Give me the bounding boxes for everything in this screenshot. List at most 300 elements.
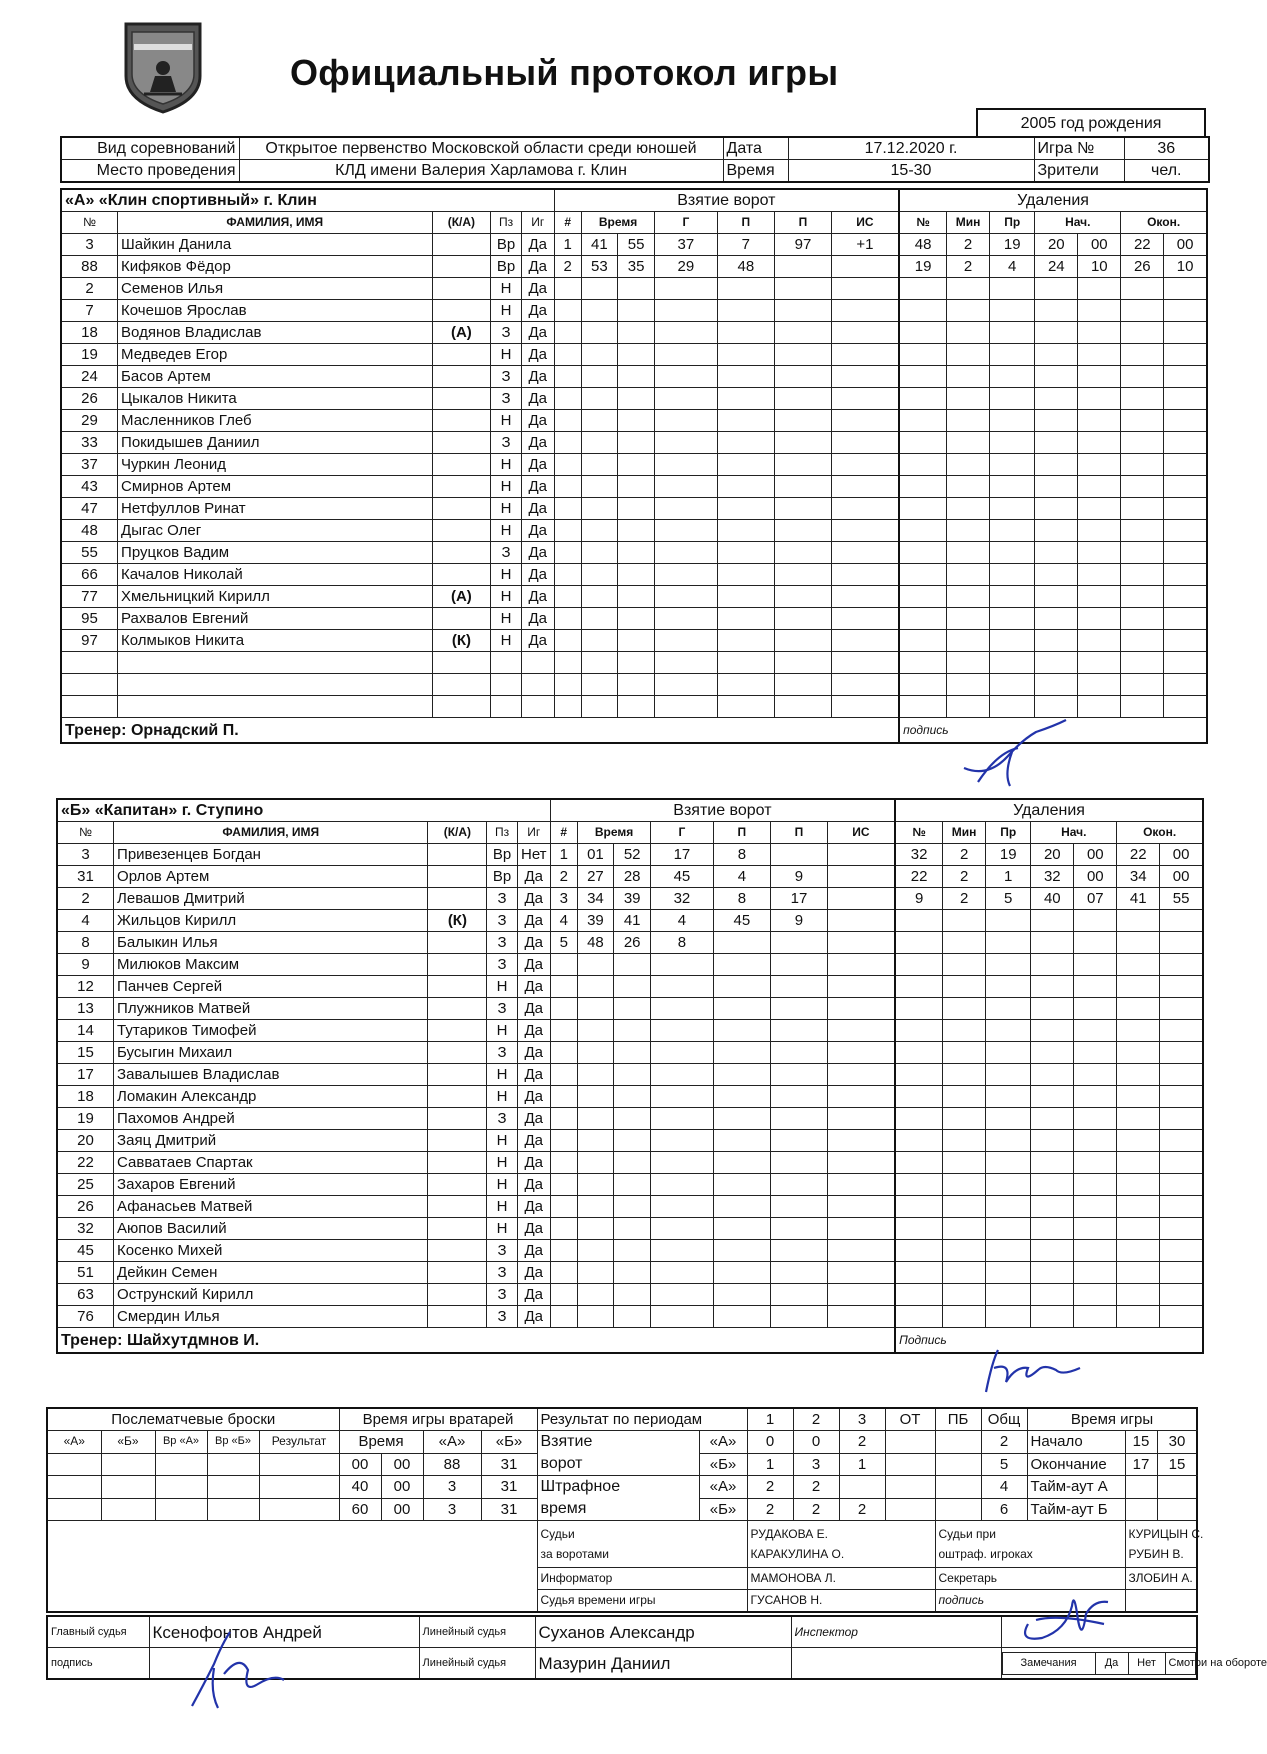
player-number: 13	[57, 998, 114, 1020]
player-name: Смирнов Артем	[118, 476, 432, 498]
penalty-end-sec	[1160, 1108, 1203, 1130]
period-cell	[935, 1453, 981, 1476]
timeout-a-label: Тайм-аут А	[1027, 1476, 1125, 1499]
penalty-start-min	[1031, 1262, 1074, 1284]
penalty-reason	[990, 300, 1035, 322]
player-role	[432, 498, 491, 520]
goal-scorer: 45	[651, 866, 713, 888]
team-title: «Б» «Капитан» г. Ступино	[57, 799, 550, 822]
player-name: Савватаев Спартак	[114, 1152, 428, 1174]
goal-assist-2	[771, 976, 828, 998]
penalty-end-min	[1117, 1196, 1160, 1218]
penalty-player	[895, 1306, 943, 1328]
player-position	[491, 652, 522, 674]
team-b-section	[56, 798, 1204, 1354]
goal-scorer: 4	[651, 910, 713, 932]
goal-second: 26	[614, 932, 651, 954]
col-goal-situation: ИС	[827, 822, 895, 844]
player-played: Да	[521, 366, 554, 388]
goal-minute	[581, 696, 617, 718]
player-role	[432, 476, 491, 498]
player-position: З	[487, 1306, 518, 1328]
penalty-end-sec: 55	[1160, 888, 1203, 910]
goal-assist-2: 17	[771, 888, 828, 910]
penalty-end-sec	[1164, 652, 1207, 674]
player-position: Н	[487, 1196, 518, 1218]
player-number: 25	[57, 1174, 114, 1196]
penalty-start-sec	[1074, 1196, 1117, 1218]
penalty-end-sec	[1160, 998, 1203, 1020]
goal-assist-1	[713, 1130, 771, 1152]
competition-label: Вид соревнований	[61, 137, 239, 160]
period-cell	[935, 1476, 981, 1499]
game-number: 36	[1124, 137, 1209, 160]
penalty-start-sec	[1078, 366, 1121, 388]
player-position: Н	[487, 1020, 518, 1042]
penalty-start-sec: 07	[1074, 888, 1117, 910]
player-role	[432, 542, 491, 564]
remarks-no[interactable]: Нет	[1128, 1652, 1165, 1674]
penalty-start-sec	[1078, 652, 1121, 674]
penalty-start-min	[1035, 542, 1078, 564]
goal-minute	[577, 1152, 613, 1174]
player-name: Шайкин Данила	[118, 234, 432, 256]
player-role	[428, 844, 487, 866]
col-pen-no: №	[895, 822, 943, 844]
goal-second	[614, 1262, 651, 1284]
goal-number: 5	[550, 932, 577, 954]
goal-situation	[831, 454, 899, 476]
player-name: Бусыгин Михаил	[114, 1042, 428, 1064]
goal-second	[614, 976, 651, 998]
main-ref-label: Главный судья	[47, 1616, 149, 1648]
goal-number	[554, 410, 581, 432]
penalty-player: 22	[895, 866, 943, 888]
col-goal-time: Время	[581, 212, 655, 234]
goal-assist-1	[717, 366, 775, 388]
player-number: 37	[61, 454, 118, 476]
player-name: Пруцков Вадим	[118, 542, 432, 564]
penalty-minutes: 2	[947, 234, 990, 256]
penalty-minutes	[943, 954, 986, 976]
goal-second	[617, 498, 654, 520]
goal-number	[550, 976, 577, 998]
goal-scorer	[655, 586, 717, 608]
period-cell	[885, 1498, 935, 1521]
col-no: №	[57, 822, 114, 844]
penalty-start-min	[1035, 652, 1078, 674]
player-role: (К)	[432, 630, 491, 652]
goal-situation	[827, 1130, 895, 1152]
player-number: 76	[57, 1306, 114, 1328]
goal-second	[617, 520, 654, 542]
goals-title: Взятие ворот	[550, 799, 895, 822]
player-position: З	[491, 432, 522, 454]
player-position: Н	[491, 608, 522, 630]
player-role	[428, 998, 487, 1020]
penalty-end-sec	[1164, 498, 1207, 520]
player-played: Да	[517, 976, 550, 998]
penalty-minutes	[947, 366, 990, 388]
penalty-reason	[990, 542, 1035, 564]
player-number: 4	[57, 910, 114, 932]
penalty-minutes	[947, 344, 990, 366]
goal-second	[614, 1042, 651, 1064]
player-row	[61, 652, 1207, 674]
penalty-start-sec	[1078, 520, 1121, 542]
goal-situation	[831, 278, 899, 300]
goal-situation	[827, 1020, 895, 1042]
player-name: Водянов Владислав	[118, 322, 432, 344]
goal-minute	[577, 976, 613, 998]
goal-number	[550, 1130, 577, 1152]
goal-minute	[581, 608, 617, 630]
penalty-reason	[986, 976, 1031, 998]
goal-scorer: 29	[655, 256, 717, 278]
penalty-start-sec	[1074, 910, 1117, 932]
goal-second: 35	[617, 256, 654, 278]
penalty-start-min	[1031, 976, 1074, 998]
goals-label	[537, 1431, 699, 1476]
goal-situation	[831, 608, 899, 630]
penalty-start-sec	[1074, 1218, 1117, 1240]
penalty-end-sec	[1164, 388, 1207, 410]
player-name: Острунский Кирилл	[114, 1284, 428, 1306]
player-row	[61, 344, 1207, 366]
player-role	[428, 1130, 487, 1152]
penalty-end-min	[1121, 410, 1164, 432]
goal-minute	[581, 300, 617, 322]
shootout-title: Послематчевые броски	[47, 1408, 339, 1431]
player-row	[57, 1130, 1203, 1152]
penalty-player	[899, 498, 947, 520]
player-number: 20	[57, 1130, 114, 1152]
player-role	[432, 696, 491, 718]
player-role	[432, 454, 491, 476]
player-row	[57, 1174, 1203, 1196]
player-position: Н	[491, 476, 522, 498]
goal-second	[614, 1240, 651, 1262]
goal-situation	[831, 256, 899, 278]
penalty-reason	[986, 1108, 1031, 1130]
player-role	[428, 976, 487, 998]
goal-second	[617, 344, 654, 366]
goal-situation	[831, 586, 899, 608]
goal-second	[617, 388, 654, 410]
player-name: Рахвалов Евгений	[118, 608, 432, 630]
period-total: 2	[981, 1431, 1027, 1454]
goal-scorer	[655, 410, 717, 432]
penalty-minutes	[943, 1196, 986, 1218]
header-table	[60, 136, 1210, 183]
player-played: Нет	[517, 844, 550, 866]
penalty-start-sec	[1074, 932, 1117, 954]
player-number: 26	[61, 388, 118, 410]
penalty-end-min: 34	[1117, 866, 1160, 888]
player-position: З	[487, 932, 518, 954]
goal-number	[550, 1306, 577, 1328]
pen-judges-label	[935, 1521, 1125, 1568]
goal-assist-2	[775, 564, 832, 586]
player-number: 43	[61, 476, 118, 498]
penalty-end-sec	[1160, 1042, 1203, 1064]
penalty-end-min	[1117, 1262, 1160, 1284]
player-number: 18	[61, 322, 118, 344]
goal-number: 1	[554, 234, 581, 256]
player-played: Да	[517, 1174, 550, 1196]
goal-second	[617, 322, 654, 344]
penalty-end-min	[1121, 278, 1164, 300]
player-name: Панчев Сергей	[114, 976, 428, 998]
gk-b: 31	[481, 1476, 537, 1499]
goal-minute	[581, 586, 617, 608]
player-name: Аюпов Василий	[114, 1218, 428, 1240]
penalty-start-sec: 10	[1078, 256, 1121, 278]
player-number: 2	[61, 278, 118, 300]
goal-number	[554, 696, 581, 718]
penalty-end-sec	[1164, 322, 1207, 344]
penalty-start-sec: 00	[1074, 844, 1117, 866]
penalty-end-sec	[1164, 608, 1207, 630]
goal-number	[554, 432, 581, 454]
penalty-end-min	[1121, 322, 1164, 344]
goal-assist-2	[775, 388, 832, 410]
penalty-minutes	[947, 498, 990, 520]
period-cell: 2	[793, 1476, 839, 1499]
goal-second: 28	[614, 866, 651, 888]
penalty-minutes	[947, 388, 990, 410]
goal-scorer	[655, 278, 717, 300]
player-position: З	[487, 910, 518, 932]
player-position: Вр	[487, 866, 518, 888]
penalty-reason	[986, 1020, 1031, 1042]
col-pen-min: Мин	[943, 822, 986, 844]
date-label: Дата	[723, 137, 788, 160]
goal-scorer	[651, 1042, 713, 1064]
goal-scorer	[651, 1196, 713, 1218]
player-number: 17	[57, 1064, 114, 1086]
goal-assist-1	[717, 388, 775, 410]
timekeeper: ГУСАНОВ Н.	[747, 1590, 935, 1613]
penalty-player	[899, 520, 947, 542]
penalty-player	[895, 932, 943, 954]
player-played	[521, 696, 554, 718]
player-played: Да	[517, 866, 550, 888]
gk-a: 88	[423, 1453, 481, 1476]
penalty-start-sec	[1078, 564, 1121, 586]
player-row	[61, 454, 1207, 476]
end-hour: 17	[1125, 1453, 1157, 1476]
player-position: Вр	[491, 234, 522, 256]
penalty-end-sec	[1160, 932, 1203, 954]
player-played: Да	[517, 1240, 550, 1262]
penalty-minutes	[943, 976, 986, 998]
penalty-reason: 19	[990, 234, 1035, 256]
goal-assist-2	[771, 998, 828, 1020]
goal-situation	[831, 410, 899, 432]
penalty-end-min	[1117, 1284, 1160, 1306]
penalty-end-min	[1117, 998, 1160, 1020]
penalty-reason	[986, 1152, 1031, 1174]
end-minute: 15	[1157, 1453, 1197, 1476]
goal-assist-1: 48	[717, 256, 775, 278]
goal-second	[614, 1020, 651, 1042]
venue-value: КЛД имени Валерия Харламова г. Клин	[239, 160, 723, 183]
pen-judges-label-2: оштраф. игроках	[938, 1547, 1033, 1561]
federation-logo	[120, 18, 206, 114]
col-assist-2: П	[775, 212, 832, 234]
player-played: Да	[517, 1284, 550, 1306]
penalty-player	[899, 586, 947, 608]
penalty-end-min	[1121, 652, 1164, 674]
player-number: 88	[61, 256, 118, 278]
gk-b: 31	[481, 1498, 537, 1521]
goal-minute: 27	[577, 866, 613, 888]
penalty-start-min	[1035, 454, 1078, 476]
penalty-start-min	[1031, 1042, 1074, 1064]
goal-assist-1	[713, 1064, 771, 1086]
goal-assist-1	[713, 1042, 771, 1064]
main-ref: Ксенофонтов Андрей	[149, 1616, 419, 1648]
goal-minute	[581, 674, 617, 696]
goal-second	[614, 1152, 651, 1174]
penalty-start-min	[1035, 586, 1078, 608]
goal-number	[554, 608, 581, 630]
penalty-end-sec	[1164, 454, 1207, 476]
penalty-reason	[990, 630, 1035, 652]
goal-minute	[581, 432, 617, 454]
col-pen-reason: Пр	[986, 822, 1031, 844]
player-name: Привезенцев Богдан	[114, 844, 428, 866]
goal-minute: 01	[577, 844, 613, 866]
penalty-reason	[990, 278, 1035, 300]
penalty-start-min	[1031, 932, 1074, 954]
player-played: Да	[521, 278, 554, 300]
player-position: З	[491, 366, 522, 388]
goal-minute: 39	[577, 910, 613, 932]
player-name: Медведев Егор	[118, 344, 432, 366]
player-row	[57, 888, 1203, 910]
goal-assist-2: 9	[771, 866, 828, 888]
penalty-end-sec: 00	[1164, 234, 1207, 256]
goal-scorer	[651, 1020, 713, 1042]
goal-scorer	[655, 696, 717, 718]
goal-minute	[577, 998, 613, 1020]
penalty-end-sec	[1160, 1174, 1203, 1196]
player-row	[61, 278, 1207, 300]
penalty-end-sec	[1164, 278, 1207, 300]
team-b-short: «Б»	[699, 1453, 747, 1476]
goal-assist-1	[717, 608, 775, 630]
penalty-minutes	[947, 322, 990, 344]
player-row	[57, 1306, 1203, 1328]
remarks-yes[interactable]: Да	[1095, 1652, 1128, 1674]
player-played: Да	[517, 1196, 550, 1218]
player-row	[57, 1020, 1203, 1042]
penalty-start-min	[1031, 1284, 1074, 1306]
player-role	[428, 1306, 487, 1328]
penalty-minutes	[947, 652, 990, 674]
shootout-col: «А»	[47, 1431, 101, 1454]
penalty-end-sec	[1160, 1218, 1203, 1240]
penalty-minutes	[943, 1218, 986, 1240]
secretary: ЗЛОБИН А.	[1125, 1568, 1197, 1590]
period-cell: 3	[793, 1453, 839, 1476]
player-position: Н	[491, 344, 522, 366]
penalty-player	[899, 366, 947, 388]
goal-assist-1	[713, 1306, 771, 1328]
player-name: Пахомов Андрей	[114, 1108, 428, 1130]
penalty-reason	[986, 910, 1031, 932]
pim-label-2: время	[540, 1500, 587, 1517]
penalty-player	[899, 344, 947, 366]
penalty-minutes	[943, 1086, 986, 1108]
period-cell: 2	[839, 1431, 885, 1454]
period-cell: 0	[793, 1431, 839, 1454]
goal-situation	[827, 1152, 895, 1174]
penalty-start-min: 20	[1031, 844, 1074, 866]
penalty-start-sec	[1078, 410, 1121, 432]
penalty-end-sec	[1164, 476, 1207, 498]
player-number: 8	[57, 932, 114, 954]
penalty-start-min	[1035, 388, 1078, 410]
player-position	[491, 696, 522, 718]
inspector-label: Инспектор	[791, 1616, 1001, 1648]
goal-second	[617, 652, 654, 674]
col-assist-2: П	[771, 822, 828, 844]
penalty-end-min: 22	[1121, 234, 1164, 256]
goal-number	[550, 1284, 577, 1306]
goal-minute	[577, 1086, 613, 1108]
penalty-minutes	[947, 542, 990, 564]
player-row	[61, 498, 1207, 520]
penalty-end-sec	[1164, 366, 1207, 388]
player-row	[61, 476, 1207, 498]
goal-scorer	[655, 564, 717, 586]
penalty-minutes	[943, 1174, 986, 1196]
goal-situation	[831, 542, 899, 564]
player-played: Да	[517, 1152, 550, 1174]
goal-situation	[831, 322, 899, 344]
goal-assist-1: 8	[713, 888, 771, 910]
player-number: 97	[61, 630, 118, 652]
pim-label	[537, 1476, 699, 1521]
player-row	[57, 910, 1203, 932]
penalty-minutes	[947, 608, 990, 630]
goal-scorer	[651, 1086, 713, 1108]
penalty-player	[895, 1262, 943, 1284]
player-position: З	[487, 1262, 518, 1284]
player-row	[57, 866, 1203, 888]
goal-minute	[577, 1130, 613, 1152]
penalty-start-sec	[1074, 954, 1117, 976]
penalty-end-min	[1121, 498, 1164, 520]
goal-situation	[827, 1218, 895, 1240]
goal-scorer	[651, 1284, 713, 1306]
col-pen-end: Окон.	[1117, 822, 1203, 844]
player-name: Покидышев Даниил	[118, 432, 432, 454]
penalty-minutes	[947, 674, 990, 696]
goal-minute	[581, 388, 617, 410]
penalty-player	[895, 1042, 943, 1064]
penalty-start-sec	[1078, 322, 1121, 344]
player-position: Н	[491, 586, 522, 608]
period-col: ОТ	[885, 1408, 935, 1431]
player-name: Колмыков Никита	[118, 630, 432, 652]
penalty-minutes: 2	[943, 844, 986, 866]
penalty-start-sec	[1078, 542, 1121, 564]
signature-secretary	[1008, 1580, 1114, 1650]
